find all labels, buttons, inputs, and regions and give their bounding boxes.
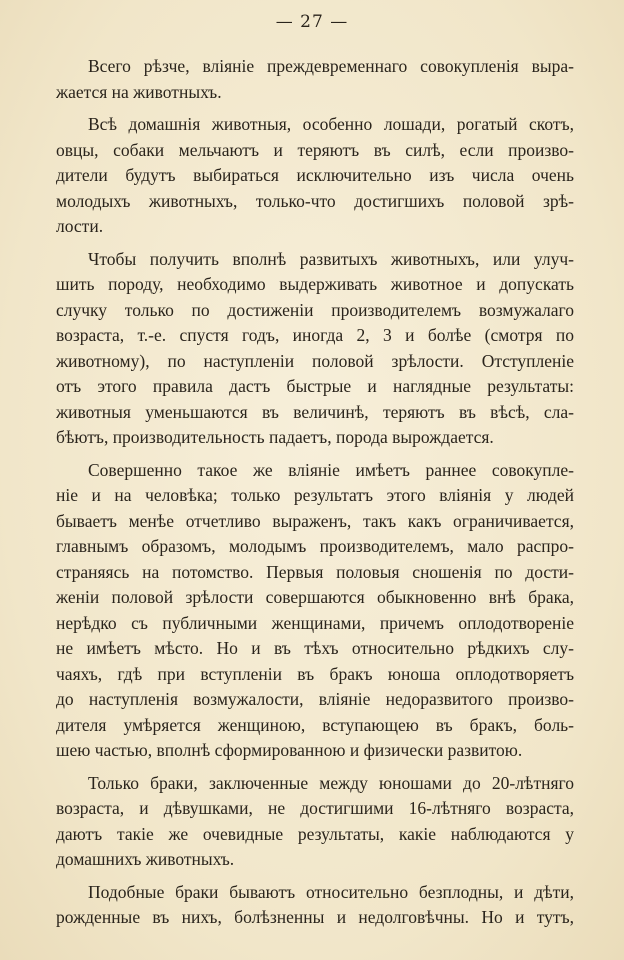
text-line: дители будутъ выбираться исключительно изъ числа очень — [56, 165, 574, 185]
text-line: Только браки, заключенные между юношами до 20-лѣтняго — [88, 772, 574, 793]
text-line: шею частью, вполнѣ сформированною и физически развитою. — [56, 740, 523, 760]
text-line: главнымъ образомъ, молодымъ производителемъ, мало распро- — [56, 536, 574, 556]
text-body — [56, 54, 574, 931]
text-line: шить породу, необходимо выдерживать животное и допускать — [56, 274, 574, 294]
paragraph — [56, 247, 574, 451]
text-line: дителя умѣряется женщиною, вступающею въ бракъ, боль- — [56, 714, 574, 735]
text-line: нерѣдко съ публичными женщинами, причемъ оплодотвореніе — [56, 612, 574, 633]
text-line: лости. — [56, 216, 104, 236]
text-line: овцы, собаки мельчаютъ и теряютъ въ силѣ, если произво- — [56, 139, 574, 160]
paragraph — [56, 458, 574, 764]
text-line: возраста, т.-е. спустя годъ, иногда 2, 3 и болѣе (смотря по — [56, 325, 574, 345]
text-line: бѣютъ, производительность падаетъ, порода вырождается. — [56, 427, 494, 447]
text-line: Подобные браки бываютъ относительно безплодны, и дѣти, — [88, 881, 574, 902]
text-line: отъ этого правила дастъ быстрые и наглядные результаты: — [56, 376, 574, 396]
text-line: Чтобы получить вполнѣ развитыхъ животныхъ, или улуч- — [88, 248, 574, 269]
text-line: ніе и на человѣка; только результатъ этого вліянія у людей — [56, 485, 574, 505]
text-line: женіи половой зрѣлости совершаются обыкновенно внѣ брака, — [56, 587, 574, 607]
text-line: Совершенно такое же вліяніе имѣетъ раннее совокупле- — [88, 459, 574, 480]
text-line: случку только по достиженіи производителемъ возмужалаго — [56, 299, 574, 320]
text-line: жается на животныхъ. — [56, 81, 222, 102]
text-line: до наступленія возмужалости, вліяніе недоразвитого произво- — [56, 689, 574, 709]
text-line: животному), по наступленіи половой зрѣлости. Отступленіе — [56, 350, 574, 371]
paragraph — [56, 880, 574, 931]
text-line: бываетъ менѣе отчетливо выраженъ, такъ какъ ограничивается, — [56, 510, 574, 531]
text-line: Всѣ домашнія животныя, особенно лошади, рогатый скотъ, — [88, 114, 574, 134]
paragraph — [56, 54, 574, 105]
text-line: домашнихъ животныхъ. — [56, 849, 235, 869]
text-line: даютъ такіе же очевидные результаты, какіе наблюдаются у — [56, 823, 574, 844]
text-line: чаяхъ, гдѣ при вступленіи въ бракъ юноша оплодотворяетъ — [56, 663, 574, 684]
text-line: рожденные въ нихъ, болѣзненны и недолговѣчны. Но и тутъ, — [56, 907, 574, 927]
text-line: Всего рѣзче, вліяніе преждевременнаго совокупленія выра- — [88, 56, 574, 76]
page-number: — 27 — — [275, 12, 349, 32]
paragraph — [56, 771, 574, 873]
text-line: страняясь на потомство. Первыя половыя сношенія по дости- — [56, 561, 574, 582]
paragraph — [56, 112, 574, 240]
text-line: животныя уменьшаются въ величинѣ, теряютъ въ вѣсѣ, сла- — [56, 401, 574, 422]
text-line: не имѣетъ мѣсто. Но и въ тѣхъ относительно рѣдкихъ слу- — [56, 638, 574, 658]
text-line: молодыхъ животныхъ, только-что достигшихъ половой зрѣ- — [56, 190, 574, 211]
text-line: возраста, и дѣвушками, не достигшими 16-лѣтняго возраста, — [56, 798, 574, 818]
